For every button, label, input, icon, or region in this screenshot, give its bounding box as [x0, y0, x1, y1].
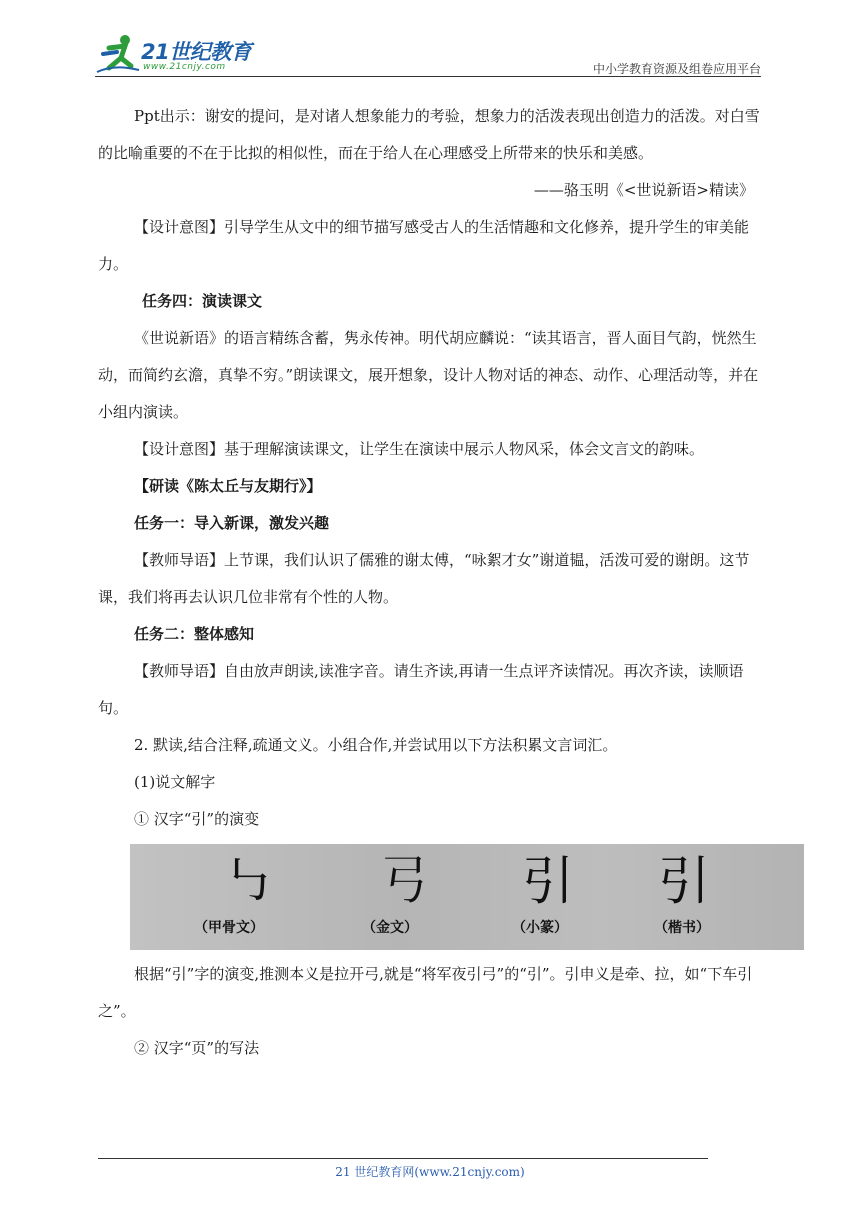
document-body	[98, 98, 762, 1067]
bronze-glyph: 𢎗	[378, 852, 431, 912]
paragraph-yin-evolution: ① 汉字“引”的演变	[134, 810, 260, 828]
paragraph-ppt-quote: Ppt出示：谢安的提问，是对诸人想象能力的考验，想象力的活泼表现出创造力的活泼。对白雪的比喻重要的不在于比拟的相似性，而在于给人在心理感受上所带来的快乐和美感。	[98, 107, 760, 162]
yin-character-evolution-figure	[130, 844, 804, 950]
oracle-bone-glyph: ㇉	[222, 852, 275, 912]
header-divider	[95, 76, 761, 77]
task-one-heading: 任务一：导入新课，激发兴趣	[134, 514, 330, 532]
quote-source: ——骆玉明《<世说新语>精读》	[533, 181, 754, 199]
logo-text: 21世纪教育	[141, 40, 252, 64]
paragraph-design-intent-1: 【设计意图】引导学生从文中的细节描写感受古人的生活情趣和文化修养，提升学生的审美能力。	[98, 218, 750, 273]
task-four-heading: 任务四：演读课文	[142, 292, 263, 310]
paragraph-teacher-intro-1: 【教师导语】上节课，我们认识了儒雅的谢太傅，“咏絮才女”谢道韫，活泼可爱的谢朗。这节课，我们将再去认识几位非常有个性的人物。	[98, 551, 750, 606]
small-seal-glyph: 引	[522, 852, 575, 912]
caption-regular-script: （楷书）	[654, 920, 710, 936]
caption-bronze: （金文）	[362, 920, 418, 936]
regular-script-glyph: 引	[658, 852, 711, 912]
page-footer[interactable]: 21 世纪教育网(www.21cnjy.com)	[335, 1165, 525, 1179]
site-logo[interactable]	[95, 34, 275, 74]
footer-divider	[98, 1158, 708, 1159]
page-header	[95, 28, 761, 78]
paragraph-teacher-intro-2: 【教师导语】自由放声朗读,读准字音。请生齐读,再请一生点评齐读情况。再次齐读，读顺语句。	[98, 662, 744, 717]
header-tagline: 中小学教育资源及组卷应用平台	[592, 62, 761, 76]
caption-small-seal: （小篆）	[512, 920, 568, 936]
paragraph-ye-writing: ② 汉字“页”的写法	[134, 1039, 260, 1057]
runner-logo-icon	[95, 34, 141, 74]
paragraph-shishuo-language: 《世说新语》的语言精练含蓄，隽永传神。明代胡应麟说：“读其语言，晋人面目气韵，恍然生动，而简约玄澹，真挚不穷。”朗读课文，展开想象，设计人物对话的神态、动作、心理活动等，并在小组内演读。	[98, 329, 759, 421]
section-heading-chen-taiqiu: 【研读《陈太丘与友期行》】	[134, 477, 322, 495]
paragraph-silent-reading: 2. 默读,结合注释,疏通文义。小组合作,并尝试用以下方法积累文言词汇。	[134, 736, 618, 754]
paragraph-design-intent-2: 【设计意图】基于理解演读课文，让学生在演读中展示人物风采，体会文言文的韵味。	[134, 440, 705, 458]
task-two-heading: 任务二：整体感知	[134, 625, 255, 643]
paragraph-shuowen: (1)说文解字	[134, 773, 216, 791]
caption-oracle-bone: （甲骨文）	[194, 920, 264, 936]
logo-url: www.21cnjy.com	[143, 62, 226, 72]
paragraph-yin-meaning: 根据“引”字的演变,推测本义是拉开弓,就是“将军夜引弓”的“引”。引申义是牵、拉，如“下车引之”。	[98, 965, 753, 1020]
